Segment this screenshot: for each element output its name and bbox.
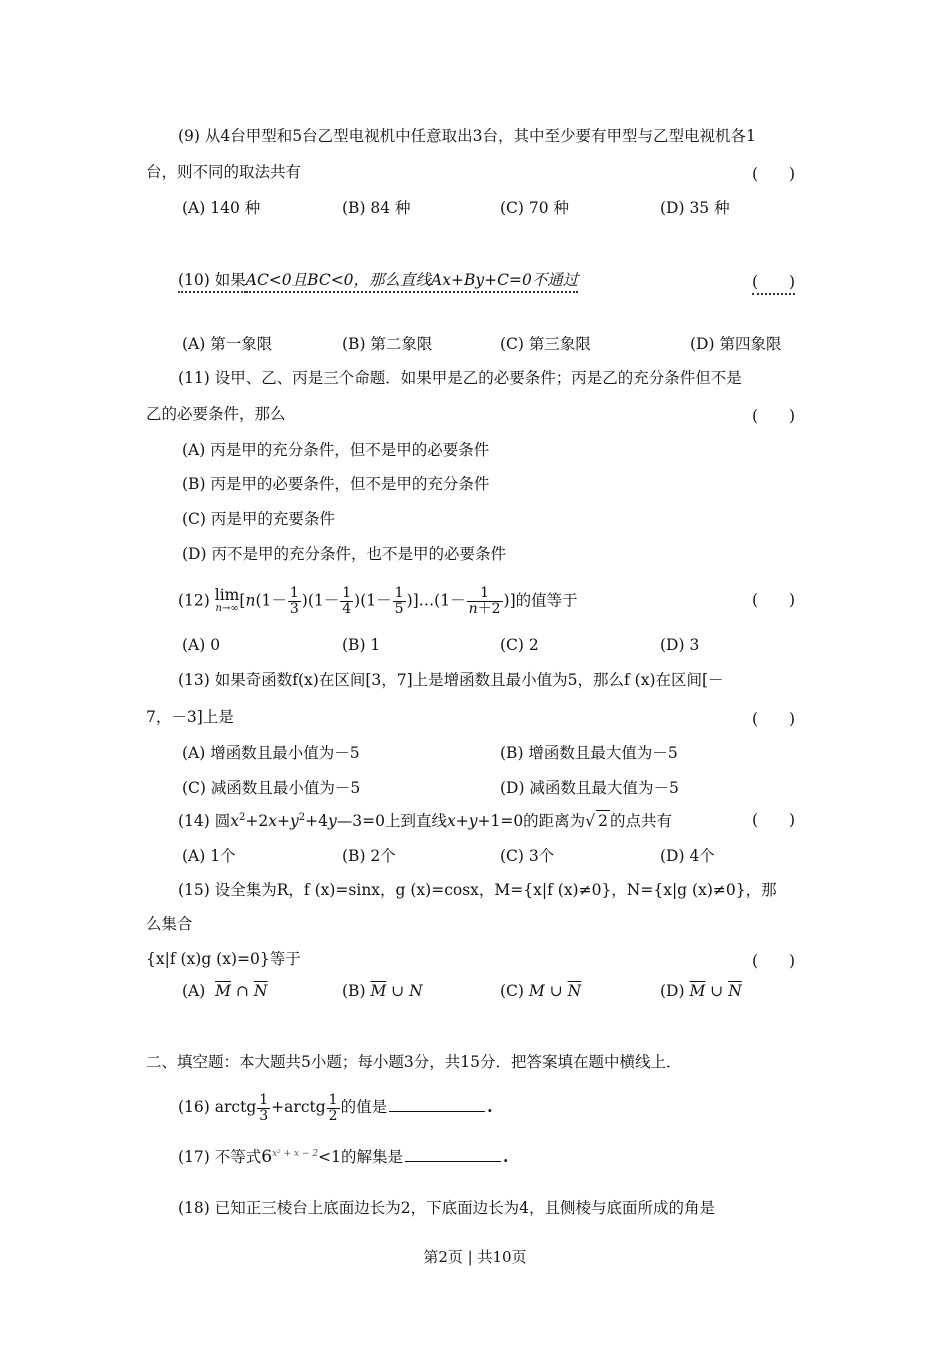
q13-answer-paren: ( ) [752, 710, 796, 728]
q13-line1: (13) 如果奇函数f(x)在区间[3，7]上是增函数且最小值为5，那么f (x)在区间[－ [178, 671, 724, 689]
q13-option-b: (B) 增函数且最大值为－5 [500, 744, 678, 762]
q13-option-c: (C) 减函数且最小值为－5 [182, 779, 361, 797]
q13-option-d: (D) 减函数且最大值为－5 [500, 779, 679, 797]
q9-option-c: (C) 70 种 [500, 199, 570, 217]
q12-option-a: (A) 0 [182, 636, 221, 654]
q11-line2: 乙的必要条件，那么 [146, 405, 286, 423]
q11-option-b: (B) 丙是甲的必要条件，但不是甲的充分条件 [182, 475, 490, 493]
q13-option-a: (A) 增函数且最小值为－5 [182, 744, 360, 762]
q15-option-d: (D) $\overline{M}$ ∪ $\overline{N}$ [660, 982, 742, 1000]
q15-option-b: (B) $\overline{M}$ ∪ N [342, 982, 423, 1000]
q15-option-a: (A) $\overline{M}$ ∩ $\overline{N}$ [182, 982, 268, 1000]
q10-option-c: (C) 第三象限 [500, 335, 591, 353]
q10-option-d: (D) 第四象限 [690, 335, 782, 353]
q13-line2: 7，－3]上是 [146, 708, 234, 726]
q16-line: (16) arctg $\frac{1}{3}$ +arctg $\frac{1}{2}$ 的值是 . [178, 1091, 493, 1124]
q12-answer-paren: ( ) [752, 591, 796, 609]
q10-line [178, 270, 578, 290]
q15-option-c: (C) M ∪ $\overline{N}$ [500, 982, 582, 1000]
q17-line: (17) 不等式$6^{x^2 + x - 2}<1$的解集是 . [178, 1147, 509, 1168]
q14-option-d: (D) 4个 [660, 847, 715, 865]
q9-option-a: (A) 140 种 [182, 199, 261, 217]
q11-answer-paren: ( ) [752, 407, 796, 425]
q12-limit: lim n→∞ [214, 585, 240, 614]
q15-answer-paren: ( ) [752, 952, 796, 970]
q10-prefix: (10) 如果 [178, 271, 246, 293]
q18-line1: (18) 已知正三棱台上底面边长为2，下底面边长为4，且侧棱与底面所成的角是 [178, 1199, 715, 1217]
q16-answer-blank[interactable] [389, 1111, 485, 1112]
q10-option-a: (A) 第一象限 [182, 335, 273, 353]
q9-answer-paren: ( ) [752, 165, 796, 183]
q12-option-c: (C) 2 [500, 636, 539, 654]
q12-option-b: (B) 1 [342, 636, 381, 654]
q15-line3: {x|f (x)g (x)=0}等于 [146, 950, 301, 968]
q14-line: (14) 圆$x^2+2x+y^2+4y—3=0$上到直线x+y+1=0的距离为√ 2 的点共有 [178, 812, 672, 831]
q9-option-b: (B) 84 种 [342, 199, 411, 217]
q9-option-d: (D) 35 种 [660, 199, 730, 217]
q10-option-b: (B) 第二象限 [342, 335, 433, 353]
q14-option-c: (C) 3个 [500, 847, 555, 865]
q14-answer-paren: ( ) [752, 811, 796, 829]
q17-answer-blank[interactable] [405, 1161, 501, 1162]
page-footer: 第2页 | 共10页 [423, 1248, 527, 1266]
section-2-heading: 二、填空题：本大题共5小题；每小题3分，共15分．把答案填在题中横线上． [146, 1053, 682, 1071]
q9-line1: (9) 从4台甲型和5台乙型电视机中任意取出3台，其中至少要有甲型与乙型电视机各1 [178, 127, 756, 145]
q11-option-a: (A) 丙是甲的充分条件，但不是甲的必要条件 [182, 441, 490, 459]
q12-option-d: (D) 3 [660, 636, 700, 654]
q15-line1: (15) 设全集为R，f (x)=sinx，g (x)=cosx，M={x|f (x)≠0}，N={x|g (x)≠0}，那 [178, 881, 777, 899]
q12-expression: (12) lim n→∞ [n(1－ $\frac{1}{3}$ )(1－ $\frac{1}{4}$ )(1－ $\frac{1}{5}$ )]…(1－ $\frac{1}{n+2}$ )]的值等于 [178, 585, 578, 617]
q10-condition: AC<0且BC<0，那么直线Ax+By+C=0不通过 [246, 271, 579, 293]
sqrt-icon: √ 2 [585, 812, 608, 831]
q11-option-d: (D) 丙不是甲的充分条件，也不是甲的必要条件 [182, 545, 506, 563]
q14-option-a: (A) 1个 [182, 847, 236, 865]
q9-line2: 台，则不同的取法共有 [146, 163, 302, 181]
q14-option-b: (B) 2个 [342, 847, 396, 865]
q10-answer-paren: ( ) [752, 270, 795, 292]
q11-line1: (11) 设甲、乙、丙是三个命题．如果甲是乙的必要条件；丙是乙的充分条件但不是 [178, 369, 742, 387]
q15-line2: 么集合 [146, 915, 193, 933]
q11-option-c: (C) 丙是甲的充要条件 [182, 510, 335, 528]
